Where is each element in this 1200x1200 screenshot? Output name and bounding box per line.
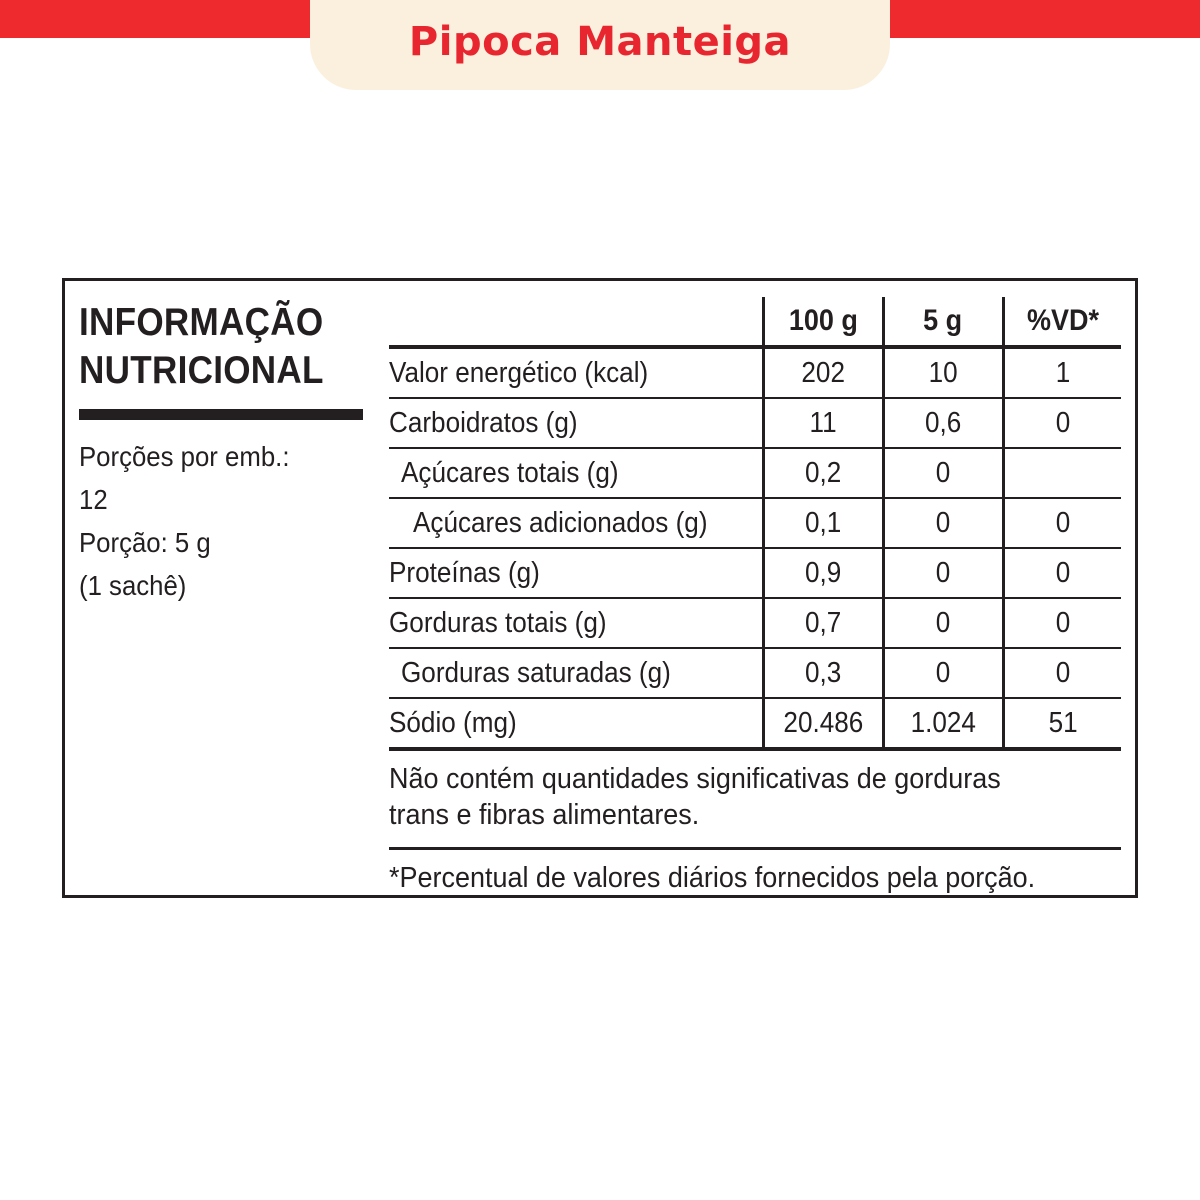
trans-fat-note xyxy=(389,751,1070,833)
note-line2: trans e fibras alimentares. xyxy=(389,799,700,831)
table-row xyxy=(389,347,1121,398)
value-portion: 10 xyxy=(883,347,1003,398)
header-100g: 100 g xyxy=(763,297,883,347)
top-banner-left xyxy=(0,0,330,38)
label-left-column xyxy=(79,299,365,601)
nutrient-name: Carboidratos (g) xyxy=(389,398,763,448)
table-row xyxy=(389,398,1121,448)
value-vd: 0 xyxy=(1003,598,1121,648)
value-100g: 0,1 xyxy=(763,498,883,548)
nutrition-table xyxy=(389,297,1121,751)
top-banner-right xyxy=(870,0,1200,38)
value-100g: 11 xyxy=(763,398,883,448)
note-line1: Não contém quantidades significativas de gorduras xyxy=(389,763,1001,795)
nutrition-table-area xyxy=(389,297,1121,896)
value-100g: 20.486 xyxy=(763,698,883,749)
portions-per-package-label: Porções por emb.: xyxy=(79,441,290,472)
label-heading-line2: NUTRICIONAL xyxy=(79,349,324,392)
label-heading-line1: INFORMAÇÃO xyxy=(79,301,324,344)
value-100g: 0,3 xyxy=(763,648,883,698)
value-portion: 1.024 xyxy=(883,698,1003,749)
nutrient-name: Gorduras totais (g) xyxy=(389,598,763,648)
value-vd: 0 xyxy=(1003,498,1121,548)
portion-size: Porção: 5 g xyxy=(79,527,211,558)
nutrient-name: Valor energético (kcal) xyxy=(389,347,763,398)
portion-info xyxy=(79,435,289,607)
nutrition-label xyxy=(62,278,1138,898)
value-vd xyxy=(1003,448,1121,498)
table-row xyxy=(389,448,1121,498)
value-vd: 1 xyxy=(1003,347,1121,398)
header-portion: 5 g xyxy=(883,297,1003,347)
title-pill xyxy=(310,0,890,90)
value-portion: 0,6 xyxy=(883,398,1003,448)
value-portion: 0 xyxy=(883,498,1003,548)
value-100g: 0,9 xyxy=(763,548,883,598)
portion-unit: (1 sachê) xyxy=(79,570,187,601)
value-100g: 202 xyxy=(763,347,883,398)
value-vd: 0 xyxy=(1003,398,1121,448)
value-portion: 0 xyxy=(883,648,1003,698)
nutrient-name: Proteínas (g) xyxy=(389,548,763,598)
table-row xyxy=(389,498,1121,548)
table-row xyxy=(389,548,1121,598)
value-vd: 0 xyxy=(1003,648,1121,698)
nutrient-name: Gorduras saturadas (g) xyxy=(389,648,763,698)
value-vd: 51 xyxy=(1003,698,1121,749)
value-vd: 0 xyxy=(1003,548,1121,598)
table-row xyxy=(389,698,1121,749)
value-portion: 0 xyxy=(883,448,1003,498)
table-row xyxy=(389,648,1121,698)
heading-rule xyxy=(79,409,363,420)
vd-footnote: *Percentual de valores diários fornecidos pela porção. xyxy=(389,862,1036,894)
header-blank xyxy=(389,297,763,347)
value-portion: 0 xyxy=(883,598,1003,648)
value-100g: 0,2 xyxy=(763,448,883,498)
table-header-row xyxy=(389,297,1121,347)
nutrient-name: Açúcares adicionados (g) xyxy=(389,498,763,548)
product-title: Pipoca Manteiga xyxy=(408,19,792,65)
table-row xyxy=(389,598,1121,648)
value-100g: 0,7 xyxy=(763,598,883,648)
value-portion: 0 xyxy=(883,548,1003,598)
header-vd: %VD* xyxy=(1003,297,1121,347)
nutrient-name: Sódio (mg) xyxy=(389,698,763,749)
portions-per-package-value: 12 xyxy=(79,484,108,515)
nutrient-name: Açúcares totais (g) xyxy=(389,448,763,498)
